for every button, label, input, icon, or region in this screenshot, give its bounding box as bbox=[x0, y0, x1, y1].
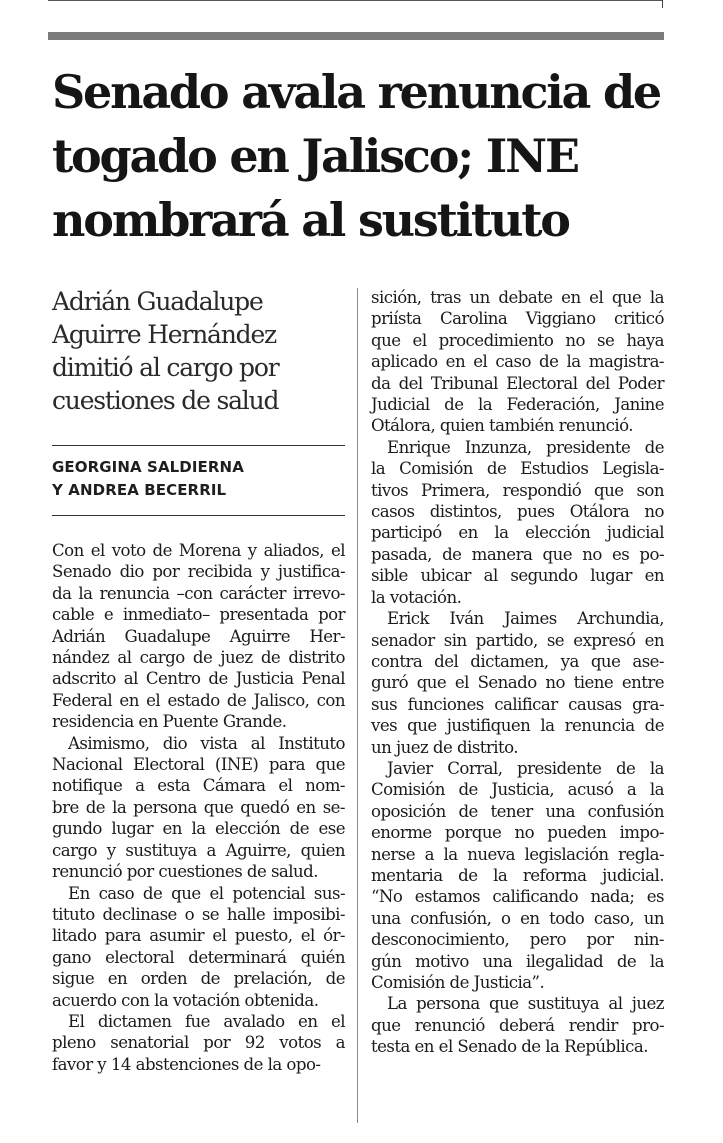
text-line: tivos Primera, respondió que son bbox=[371, 480, 664, 500]
paragraph bbox=[371, 993, 664, 1057]
text-line: Otálora, quien también renunció. bbox=[371, 416, 634, 436]
text-line: ves que justifiquen la renuncia de bbox=[371, 716, 664, 736]
text-line: que el procedimiento no se haya bbox=[371, 330, 664, 350]
text-line: senador sin partido, se expresó en bbox=[371, 630, 664, 650]
text-line: un juez de distrito. bbox=[371, 737, 519, 757]
headline: Senado avala renuncia de togado en Jalisco; INE nombrará al sustituto bbox=[52, 65, 661, 247]
text-line: Senado dio por recibida y justifica- bbox=[52, 562, 345, 582]
text-line: acuerdo con la votación obtenida. bbox=[52, 990, 319, 1010]
byline bbox=[52, 456, 342, 502]
text-line: Adrián Guadalupe Aguirre Her- bbox=[52, 626, 345, 646]
text-line: da la renuncia –con carácter irrevo- bbox=[52, 583, 345, 603]
text-line: la votación. bbox=[371, 587, 462, 607]
text-line: pasada, de manera que no es po- bbox=[371, 544, 664, 564]
text-line: Asimismo, dio vista al Instituto bbox=[68, 733, 345, 753]
text-line: guró que el Senado no tiene entre bbox=[371, 673, 664, 693]
text-line: una confusión, o en todo caso, un bbox=[371, 908, 664, 928]
text-line: “No estamos calificando nada; es bbox=[371, 887, 664, 907]
text-line: notifique a esta Cámara el nom- bbox=[52, 776, 345, 796]
byline-author-1: GEORGINA SALDIERNA bbox=[52, 458, 244, 476]
article-column-2 bbox=[371, 287, 664, 1058]
article-column-1 bbox=[52, 540, 345, 1075]
text-line: litado para asumir el puesto, el ór- bbox=[52, 926, 345, 946]
text-line: desconocimiento, pero por nin- bbox=[371, 930, 664, 950]
text-line: mentaria de la reforma judicial. bbox=[371, 865, 664, 885]
text-line: Enrique Inzunza, presidente de bbox=[387, 437, 664, 457]
text-line: tituto declinase o se halle imposibi- bbox=[52, 904, 345, 924]
text-line: sigue en orden de prelación, de bbox=[52, 969, 345, 989]
paragraph bbox=[371, 758, 664, 993]
text-line: Comisión de Justicia”. bbox=[371, 973, 545, 992]
paragraph bbox=[52, 540, 345, 733]
text-line: adscrito al Centro de Justicia Penal bbox=[52, 669, 345, 689]
text-line: oposición de tener una confusión bbox=[371, 801, 664, 821]
subheadline: Adrián Guadalupe Aguirre Hernández dimitió al cargo por cuestiones de salud bbox=[52, 287, 279, 415]
byline-bottom-rule bbox=[52, 515, 345, 516]
text-line: sición, tras un debate en el que la bbox=[371, 288, 664, 307]
text-line: Javier Corral, presidente de la bbox=[387, 758, 664, 778]
text-line: aplicado en el caso de la magistra- bbox=[371, 352, 664, 372]
text-line: que renunció deberá rendir pro- bbox=[371, 1015, 664, 1035]
text-line: Judicial de la Federación, Janine bbox=[371, 395, 664, 415]
text-line: sus funciones calificar causas gra- bbox=[371, 694, 664, 714]
text-line: En caso de que el potencial sus- bbox=[68, 883, 345, 903]
paragraph bbox=[52, 883, 345, 1011]
byline-top-rule bbox=[52, 445, 345, 446]
section-bar bbox=[48, 32, 664, 40]
text-line: participó en la elección judicial bbox=[371, 523, 664, 543]
text-line: casos distintos, pues Otálora no bbox=[371, 502, 664, 522]
text-line: bre de la persona que quedó en se- bbox=[52, 797, 345, 817]
text-line: gún motivo una ilegalidad de la bbox=[371, 951, 664, 971]
top-rule-tick bbox=[662, 0, 663, 8]
byline-author-2: Y ANDREA BECERRIL bbox=[52, 481, 227, 499]
paragraph bbox=[371, 608, 664, 758]
text-line: sible ubicar al segundo lugar en bbox=[371, 566, 664, 586]
text-line: renunció por cuestiones de salud. bbox=[52, 862, 318, 882]
column-divider bbox=[357, 288, 358, 1123]
text-line: Erick Iván Jaimes Archundia, bbox=[387, 609, 664, 629]
text-line: gundo lugar en la elección de ese bbox=[52, 819, 345, 839]
text-line: enorme porque no pueden impo- bbox=[371, 823, 664, 843]
text-line: cable e inmediato– presentada por bbox=[52, 605, 345, 625]
text-line: Con el voto de Morena y aliados, el bbox=[52, 541, 345, 560]
text-line: nández al cargo de juez de distrito bbox=[52, 648, 345, 668]
text-line: cargo y sustituya a Aguirre, quien bbox=[52, 840, 345, 860]
text-line: testa en el Senado de la República. bbox=[371, 1037, 648, 1057]
text-line: Federal en el estado de Jalisco, con bbox=[52, 690, 345, 710]
paragraph bbox=[52, 1011, 345, 1075]
text-line: gano electoral determinará quién bbox=[52, 947, 345, 967]
top-rule bbox=[48, 0, 663, 1]
text-line: Comisión de Justicia, acusó a la bbox=[371, 780, 664, 800]
text-line: contra del dictamen, ya que ase- bbox=[371, 651, 664, 671]
text-line: favor y 14 abstenciones de la opo- bbox=[52, 1054, 321, 1074]
text-line: El dictamen fue avalado en el bbox=[68, 1011, 345, 1031]
text-line: residencia en Puente Grande. bbox=[52, 712, 287, 732]
paragraph bbox=[371, 437, 664, 608]
text-line: da del Tribunal Electoral del Poder bbox=[371, 373, 664, 393]
text-line: pleno senatorial por 92 votos a bbox=[52, 1033, 345, 1053]
text-line: nerse a la nueva legislación regla- bbox=[371, 844, 664, 864]
text-line: La persona que sustituya al juez bbox=[387, 994, 664, 1014]
text-line: la Comisión de Estudios Legisla- bbox=[371, 459, 664, 479]
text-line: priísta Carolina Viggiano criticó bbox=[371, 309, 664, 329]
paragraph bbox=[52, 733, 345, 883]
text-line: Nacional Electoral (INE) para que bbox=[52, 755, 345, 775]
paragraph bbox=[371, 287, 664, 437]
